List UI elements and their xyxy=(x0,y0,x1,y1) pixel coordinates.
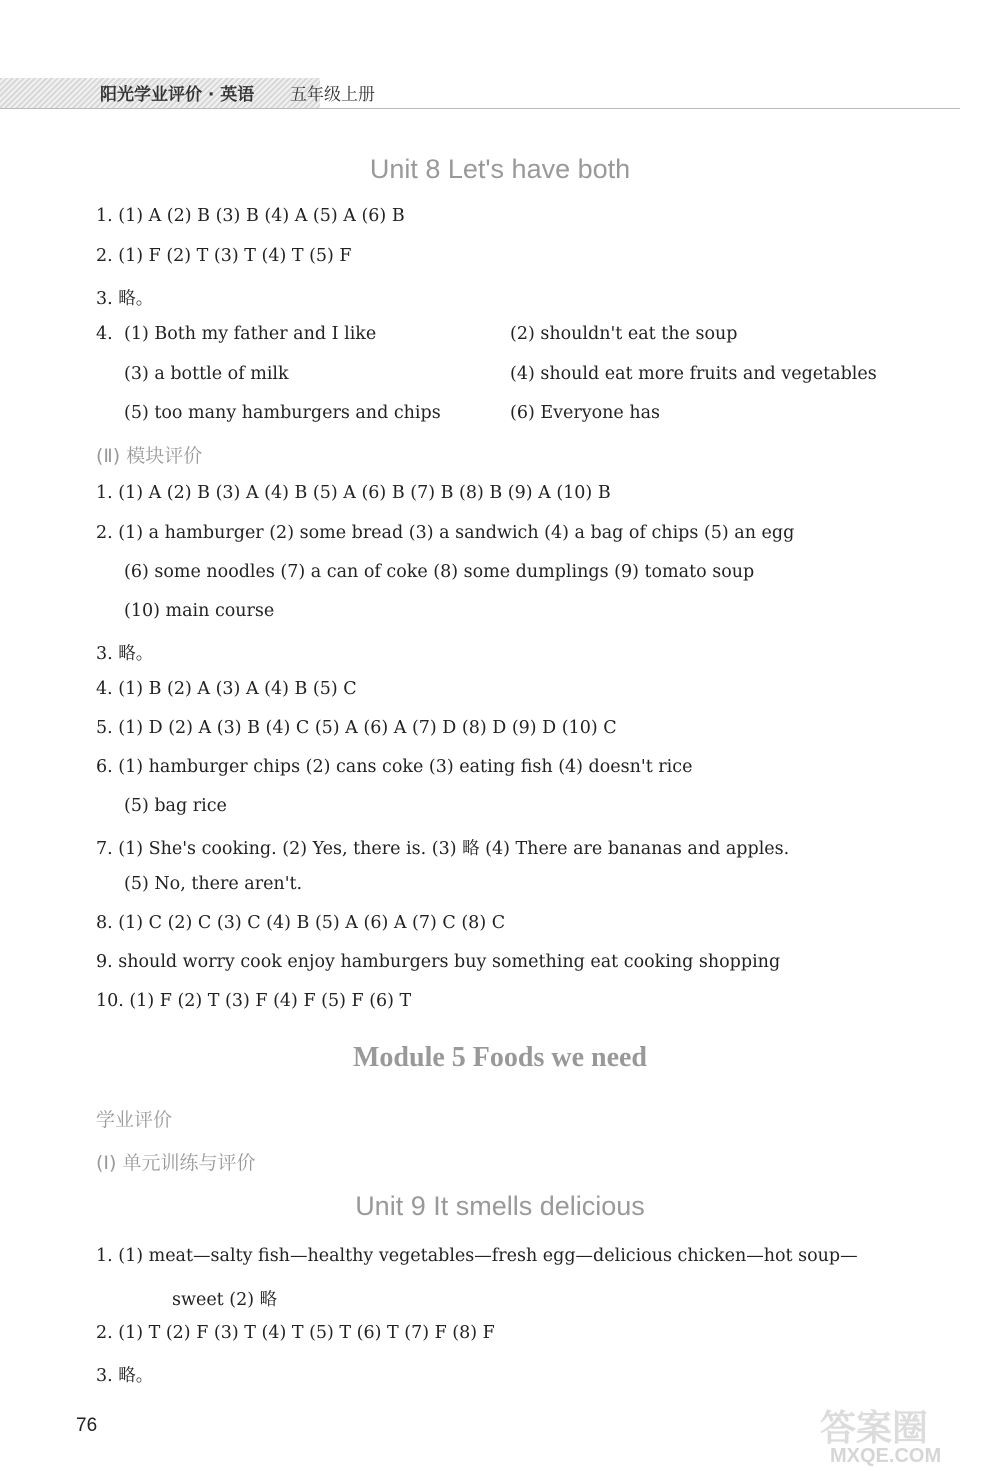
answer-line: (5) bag rice xyxy=(124,796,227,816)
answer-line: 3. 略。 xyxy=(96,1366,154,1386)
q4-item: (6) Everyone has xyxy=(510,403,661,423)
header-rule xyxy=(0,108,960,109)
q4-item: (4) should eat more fruits and vegetables xyxy=(510,364,877,384)
answer-line: 3. 略。 xyxy=(96,289,154,309)
answer-line: 9. should worry cook enjoy hamburgers buy something eat cooking shopping xyxy=(96,952,781,972)
answer-line: 8. (1) C (2) C (3) C (4) B (5) A (6) A (7) C (8) C xyxy=(96,913,506,933)
answer-line: 3. 略。 xyxy=(96,644,154,664)
section-heading: 学业评价 xyxy=(96,1109,173,1131)
page-header xyxy=(0,72,1000,122)
answer-line: 7. (1) She's cooking. (2) Yes, there is. (3) 略 (4) There are bananas and apples. xyxy=(96,839,790,859)
module-eval-heading: (Ⅱ) 模块评价 xyxy=(96,445,203,467)
answer-line: 1. (1) A (2) B (3) B (4) A (5) A (6) B xyxy=(96,206,405,226)
answer-line: (5) No, there aren't. xyxy=(124,874,303,894)
watermark-logo: 答案圈 xyxy=(820,1408,929,1449)
answer-line: 2. (1) F (2) T (3) T (4) T (5) F xyxy=(96,246,352,266)
page-number: 76 xyxy=(76,1415,98,1436)
q4-label: 4. xyxy=(96,324,113,344)
module5-title: Module 5 Foods we need xyxy=(353,1042,647,1073)
answer-line: (6) some noodles (7) a can of coke (8) some dumplings (9) tomato soup xyxy=(124,562,755,582)
answer-line: sweet (2) 略 xyxy=(172,1290,278,1310)
book-grade: 五年级上册 xyxy=(290,85,375,105)
unit8-title: Unit 8 Let's have both xyxy=(369,154,631,184)
answer-line: 10. (1) F (2) T (3) F (4) F (5) F (6) T xyxy=(96,991,412,1011)
answer-line: 5. (1) D (2) A (3) B (4) C (5) A (6) A (7) D (8) D (9) D (10) C xyxy=(96,718,617,738)
unit9-title: Unit 9 It smells delicious xyxy=(355,1191,645,1221)
answer-line: 2. (1) a hamburger (2) some bread (3) a sandwich (4) a bag of chips (5) an egg xyxy=(96,523,795,543)
q4-item: (2) shouldn't eat the soup xyxy=(510,324,738,344)
q4-item: (1) Both my father and I like xyxy=(124,324,377,344)
answer-line: (10) main course xyxy=(124,601,275,621)
answer-line: 2. (1) T (2) F (3) T (4) T (5) T (6) T (7) F (8) F xyxy=(96,1323,495,1343)
subsection-heading: (Ⅰ) 单元训练与评价 xyxy=(96,1152,256,1174)
answer-line: 1. (1) A (2) B (3) A (4) B (5) A (6) B (7) B (8) B (9) A (10) B xyxy=(96,483,611,503)
answer-line: 4. (1) B (2) A (3) A (4) B (5) C xyxy=(96,679,357,699)
q4-item: (3) a bottle of milk xyxy=(124,364,289,384)
answer-line: 1. (1) meat—salty fish—healthy vegetables—fresh egg—delicious chicken—hot soup— xyxy=(96,1246,858,1266)
answer-line: 6. (1) hamburger chips (2) cans coke (3) eating fish (4) doesn't rice xyxy=(96,757,693,777)
watermark-url: MXQE.COM xyxy=(830,1445,942,1467)
q4-item: (5) too many hamburgers and chips xyxy=(124,403,441,423)
book-title: 阳光学业评价 · 英语 xyxy=(100,85,255,105)
